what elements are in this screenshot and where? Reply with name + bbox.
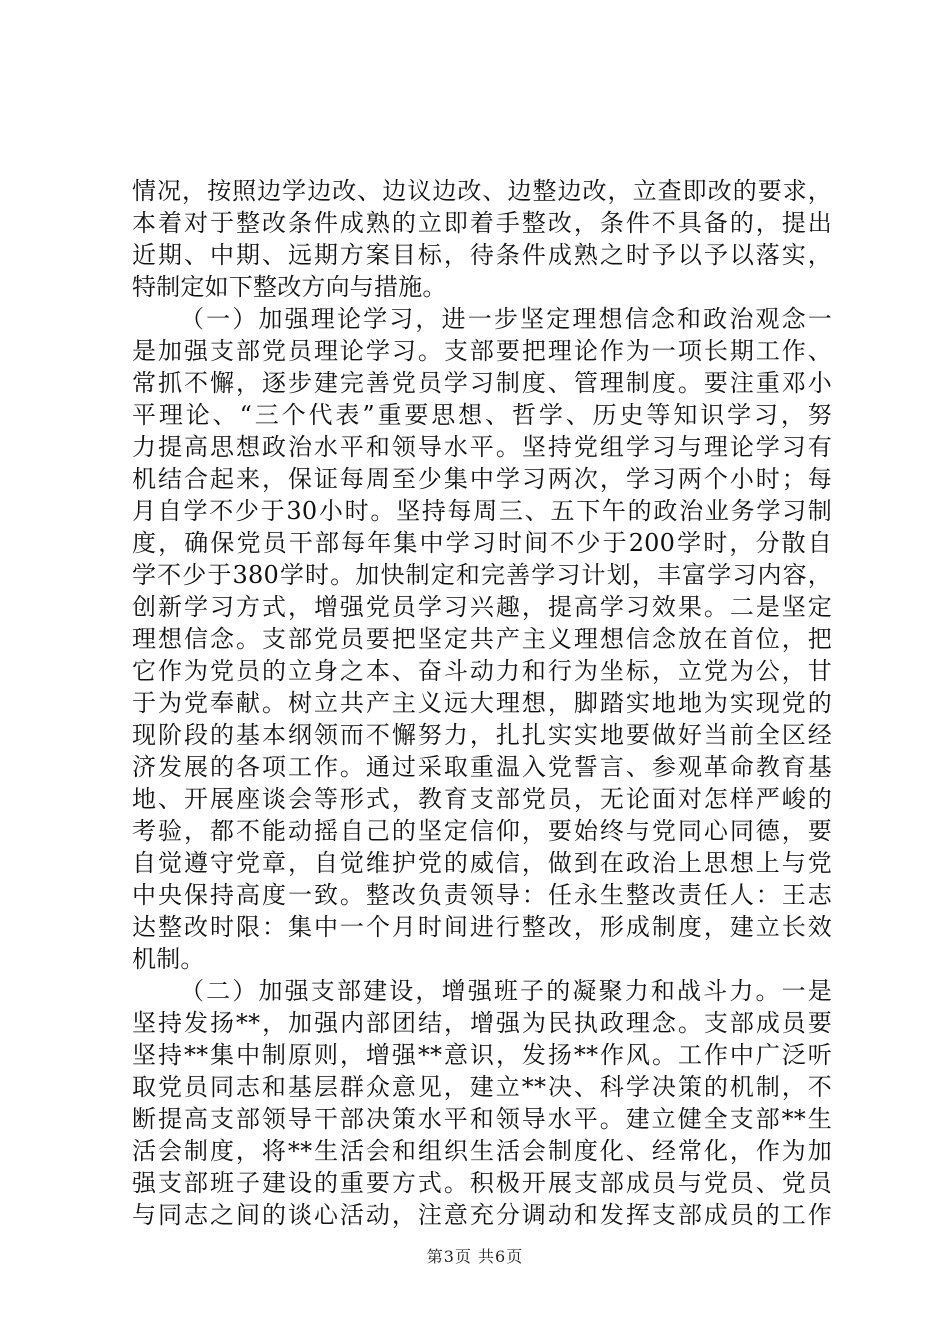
text-line: 活会制度，将**生活会和组织生活会制度化、经常化，作为加: [132, 1137, 832, 1165]
text-line: 坚持**集中制原则，增强**意识，发扬**作风。工作中广泛听: [132, 1041, 832, 1069]
text-line: 理想信念。支部党员要把坚定共产主义理想信念放在首位，把: [132, 625, 832, 653]
text-line: 它作为党员的立身之本、奋斗动力和行为坐标，立党为公，甘: [132, 657, 832, 685]
document-body: [132, 175, 832, 1231]
paragraph-heading-line: （一）加强理论学习，进一步坚定理想信念和政治观念一: [180, 305, 832, 333]
text-line: 现阶段的基本纲领而不懈努力，扎扎实实地要做好当前全区经: [132, 721, 832, 749]
paragraph-heading-line: （二）加强支部建设，增强班子的凝聚力和战斗力。一是: [180, 977, 832, 1005]
text-line: 情况，按照边学边改、边议边改、边整边改，立查即改的要求，: [132, 177, 832, 205]
text-line: 自觉遵守党章，自觉维护党的威信，做到在政治上思想上与党: [132, 849, 832, 877]
text-line: 本着对于整改条件成熟的立即着手整改，条件不具备的，提出: [132, 209, 832, 237]
text-line: 与同志之间的谈心活动，注意充分调动和发挥支部成员的工作: [132, 1201, 832, 1229]
text-line: 平理论、“三个代表”重要思想、哲学、历史等知识学习，努: [132, 401, 832, 429]
text-line: 机结合起来，保证每周至少集中学习两次，学习两个小时；每: [132, 465, 832, 493]
text-line: 创新学习方式，增强党员学习兴趣，提高学习效果。二是坚定: [132, 593, 832, 621]
text-line: 坚持发扬**，加强内部团结，增强为民执政理念。支部成员要: [132, 1009, 832, 1037]
text-line: 度，确保党员干部每年集中学习时间不少于200学时，分散自: [132, 529, 832, 557]
text-line: 学不少于380学时。加快制定和完善学习计划，丰富学习内容，: [132, 561, 832, 589]
page-number-footer: 第3页 共6页: [426, 1247, 524, 1266]
text-line: 中央保持高度一致。整改负责领导：任永生整改责任人：王志: [132, 881, 832, 909]
text-line: 特制定如下整改方向与措施。: [132, 273, 447, 301]
text-line: 近期、中期、远期方案目标，待条件成熟之时予以予以落实，: [132, 241, 832, 269]
text-line: 是加强支部党员理论学习。支部要把理论作为一项长期工作、: [132, 337, 832, 365]
text-line: 考验，都不能动摇自己的坚定信仰，要始终与党同心同德，要: [132, 817, 832, 845]
text-line: 断提高支部领导干部决策水平和领导水平。建立健全支部**生: [132, 1105, 832, 1133]
text-line: 机制。: [132, 945, 205, 973]
text-line: 强支部班子建设的重要方式。积极开展支部成员与党员、党员: [132, 1169, 832, 1197]
text-line: 取党员同志和基层群众意见，建立**决、科学决策的机制，不: [132, 1073, 832, 1101]
text-line: 达整改时限：集中一个月时间进行整改，形成制度，建立长效: [132, 913, 832, 941]
text-line: 济发展的各项工作。通过采取重温入党誓言、参观革命教育基: [132, 753, 832, 781]
text-line: 于为党奉献。树立共产主义远大理想，脚踏实地地为实现党的: [132, 689, 832, 717]
text-line: 力提高思想政治水平和领导水平。坚持党组学习与理论学习有: [132, 433, 832, 461]
text-line: 地、开展座谈会等形式，教育支部党员，无论面对怎样严峻的: [132, 785, 832, 813]
text-line: 常抓不懈，逐步建完善党员学习制度、管理制度。要注重邓小: [132, 369, 832, 397]
text-line: 月自学不少于30小时。坚持每周三、五下午的政治业务学习制: [132, 497, 832, 525]
